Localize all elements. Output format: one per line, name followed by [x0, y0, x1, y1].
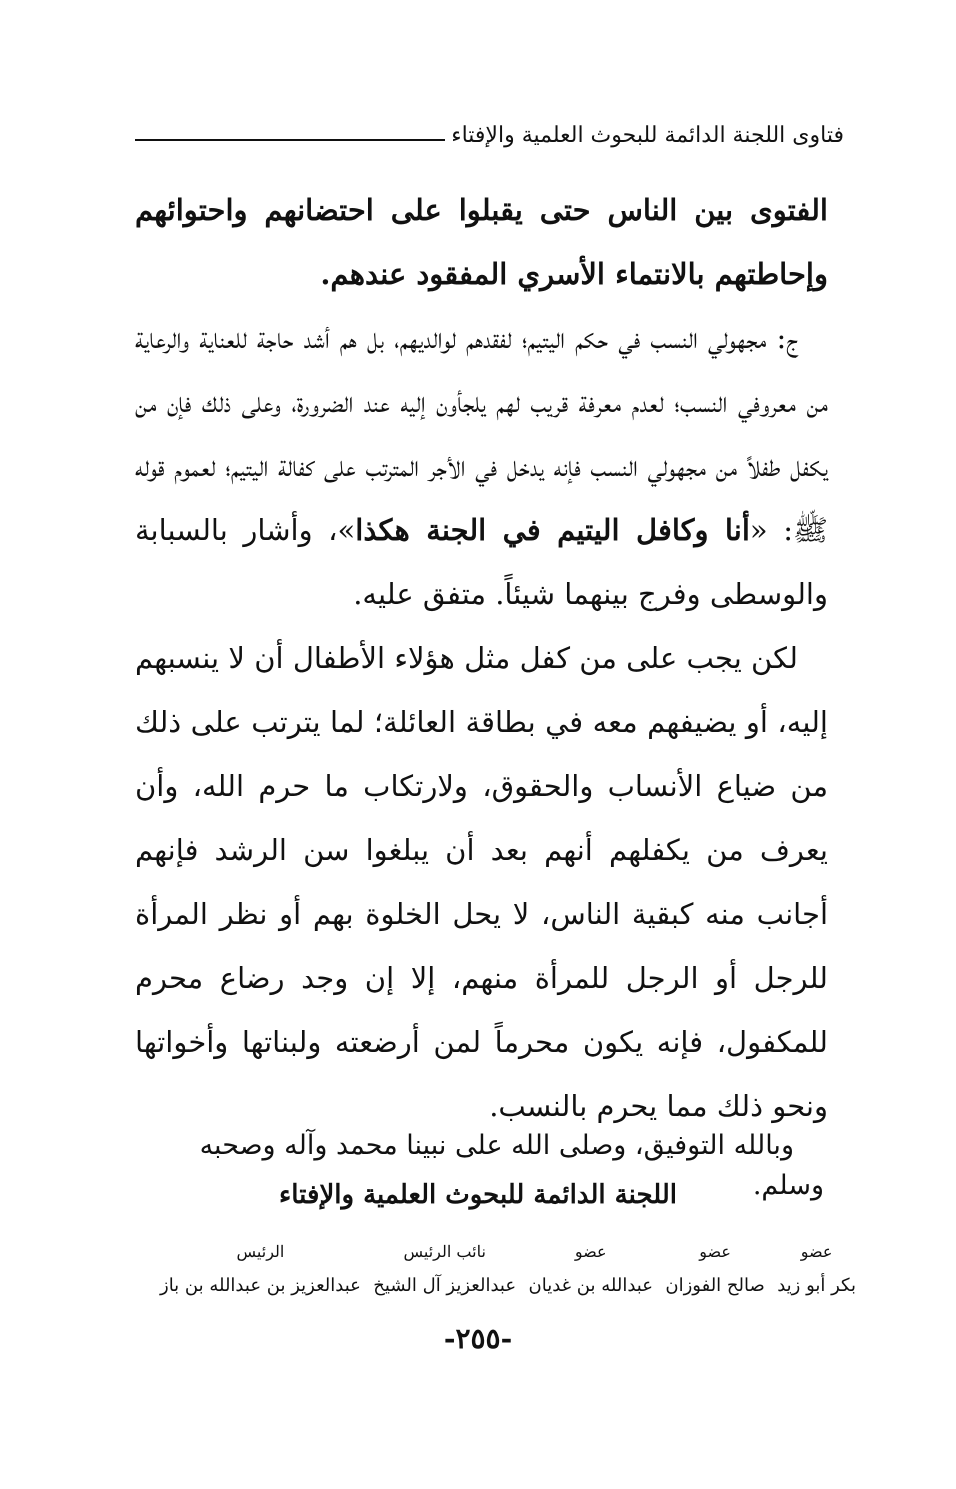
signature-name: عبدالعزيز آل الشيخ — [373, 1275, 517, 1296]
answer-text-end: »، وأشار بالسبابة والوسطى وفرج بينهما شيئاً. متفق عليه. — [135, 513, 828, 611]
closing-line: وبالله التوفيق، وصلى الله على نبينا محمد وآله وصحبه وسلم. — [199, 1130, 824, 1201]
signature-name: بكر أبو زيد — [777, 1275, 856, 1296]
signature-president — [160, 1238, 361, 1306]
hadith-quote: أنا وكافل اليتيم في الجنة هكذا — [355, 513, 750, 547]
signature-member-1 — [777, 1238, 856, 1306]
committee-title: اللجنة الدائمة للبحوث العلمية والإفتاء — [279, 1180, 677, 1210]
header-rule — [135, 139, 445, 141]
ruling-paragraph: لكن يجب على من كفل مثل هؤلاء الأطفال أن لا ينسبهم إليه، أو يضيفهم معه في بطاقة العائلة؛ لما يترتب على ذلك من ضياع الأنساب والحقوق، ولارتكاب ما حرم الله، وأن يعرف من يكفلهم أنهم بعد أن يبلغوا سن الرشد فإنهم أجانب منه كبقية الناس، لا يحل الخلوة بهم أو نظر المرأة للرجل أو الرجل للمرأة منهم، إلا إن وجد رضاع محرم للمكفول، فإنه يكون محرماً لمن أرضعته ولبناتها وأخواتها ونحو ذلك مما يحرم بالنسب. — [135, 641, 828, 1123]
signature-block — [160, 1238, 856, 1306]
answer-paragraph — [135, 306, 828, 626]
body-text — [135, 178, 828, 1138]
answer-text: ج: مجهولي النسب في حكم اليتيم؛ لفقدهم لوالديهم، بل هم أشد حاجة للعناية والرعاية من معروفي النسب؛ لعدم معرفة قريب لهم يلجأون إليه عند الضرورة، وعلى ذلك فإن من يكفل طفلاً من مجهولي النسب فإنه يدخل في الأجر المترتب على كفالة اليتيم؛ لعموم قوله ﷺ: « — [135, 321, 828, 547]
signature-role: عضو — [800, 1242, 833, 1261]
signature-member-3 — [529, 1238, 653, 1306]
signature-vice-president — [373, 1238, 516, 1306]
signature-role: عضو — [699, 1242, 731, 1261]
page-number: -٢٥٥- — [443, 1322, 513, 1355]
question-end-paragraph: الفتوى بين الناس حتى يقبلوا على احتضانهم واحتوائهم وإحاطتهم بالانتماء الأسري المفقود عندهم. — [135, 193, 828, 291]
running-header — [135, 112, 844, 148]
signature-name: صالح الفوزان — [665, 1275, 765, 1296]
signature-name: عبدالعزيز بن عبدالله بن باز — [160, 1275, 361, 1296]
signature-role: الرئيس — [236, 1242, 285, 1261]
signature-role: عضو — [574, 1242, 607, 1261]
running-title: فتاوى اللجنة الدائمة للبحوث العلمية والإفتاء — [451, 123, 844, 148]
signature-name: عبدالله بن غديان — [528, 1275, 653, 1296]
signature-role: نائب الرئيس — [403, 1242, 486, 1261]
signature-member-2 — [665, 1238, 764, 1306]
